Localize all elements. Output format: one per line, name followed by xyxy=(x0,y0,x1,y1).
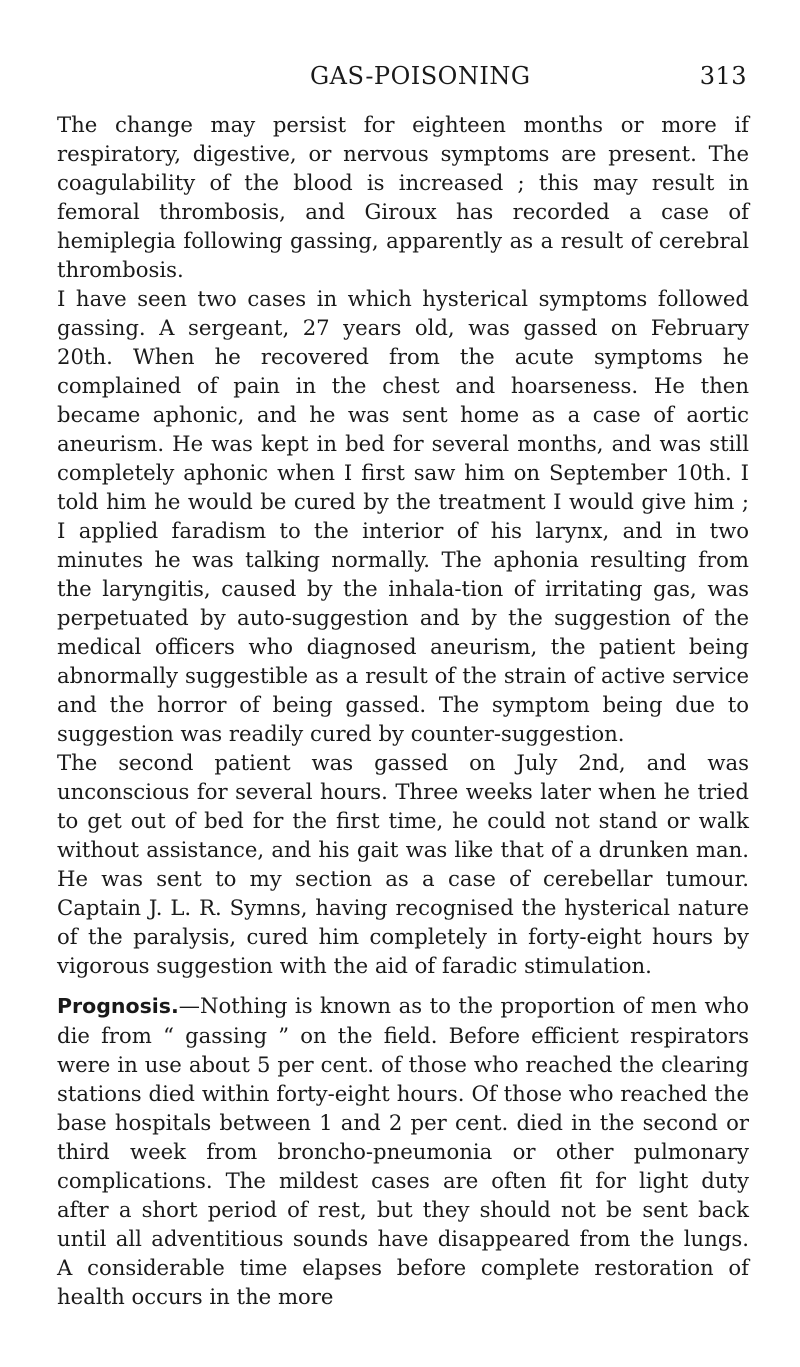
page-number: 313 xyxy=(699,62,747,90)
paragraph-prognosis xyxy=(57,991,749,1311)
paragraph-second-patient: The second patient was gassed on July 2nd, and was unconscious for several hours. Three weeks later when he tried to get out of bed for the first time, he could not stand or walk without assistance, and his gait was like that of a drunken man. He was sent to my section as a case of cerebellar tumour. Captain J. L. R. Symns, having recognised the hysterical nature of the paralysis, cured him completely in forty-eight hours by vigorous suggestion with the aid of faradic stimulation. xyxy=(57,750,749,978)
running-title: GAS-POISONING xyxy=(310,62,531,90)
book-page xyxy=(57,62,749,1311)
prognosis-text: —Nothing is known as to the proportion of men who die from “ gassing ” on the field. Before efficient respirators were in use about 5 per cent. of those who reached the clearing stations died within forty-eight hours. Of those who reached the base hospitals between 1 and 2 per cent. died in the second or third week from broncho-pneumonia or other pulmonary complications. The mildest cases are often fit for light duty after a short period of rest, but they should not be sent back until all adventitious sounds have disappeared from the lungs. A considerable time elapses before complete restoration of health occurs in the more xyxy=(57,993,749,1309)
prognosis-heading: Prognosis. xyxy=(57,994,179,1018)
paragraph-coagulability: The change may persist for eighteen months or more if respiratory, digestive, or nervous symptoms are present. The coagulability of the blood is increased ; this may result in femoral thrombosis, and Giroux has recorded a case of hemiplegia following gassing, apparently as a result of cerebral thrombosis. xyxy=(57,112,749,282)
paragraph-hysterical-cases: I have seen two cases in which hysterical symptoms followed gassing. A sergeant, 27 years old, was gassed on February 20th. When he recovered from the acute symptoms he complained of pain in the chest and hoarseness. He then became aphonic, and he was sent home as a case of aortic aneurism. He was kept in bed for several months, and was still completely aphonic when I first saw him on September 10th. I told him he would be cured by the treatment I would give him ; I applied faradism to the interior of his larynx, and in two minutes he was talking normally. The aphonia resulting from the laryngitis, caused by the inhala-tion of irritating gas, was perpetuated by auto-suggestion and by the suggestion of the medical officers who diagnosed aneurism, the patient being abnormally suggestible as a result of the strain of active service and the horror of being gassed. The symptom being due to suggestion was readily cured by counter-suggestion. xyxy=(57,286,749,746)
running-head xyxy=(57,62,749,102)
body-text xyxy=(57,110,749,1311)
